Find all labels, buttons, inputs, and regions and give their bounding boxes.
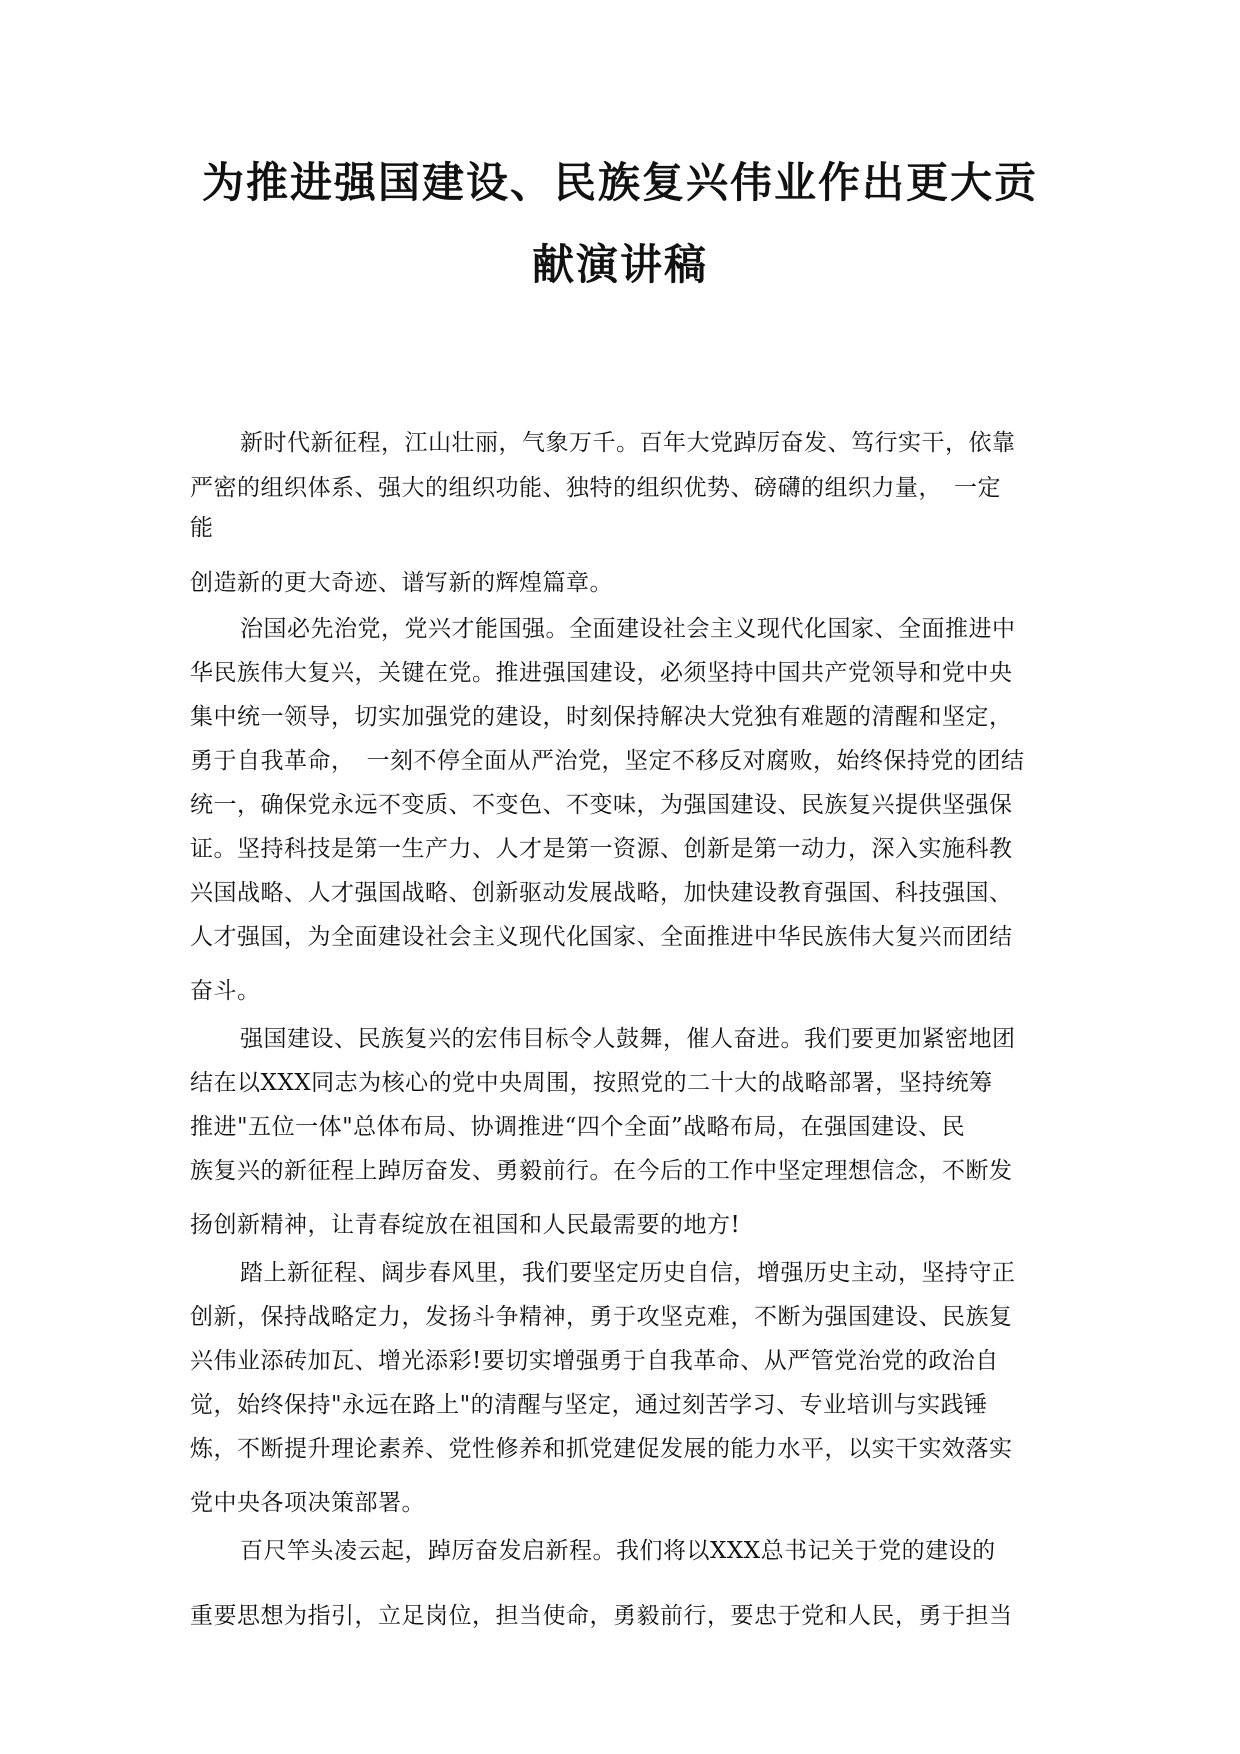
body-line: 人才强国，为全面建设社会主义现代化国家、全面推进中华民族伟大复兴而团结 bbox=[190, 924, 1013, 950]
body-line: 结在以XXX同志为核心的党中央周围，按照党的二十大的战略部署，坚持统筹 bbox=[190, 1070, 993, 1096]
body-line: 华民族伟大复兴，关键在党。推进强国建设，必须坚持中国共产党领导和党中央 bbox=[190, 660, 1013, 686]
body-line: 奋斗。 bbox=[190, 978, 261, 1004]
body-line: 族复兴的新征程上踔厉奋发、勇毅前行。在今后的工作中坚定理想信念，不断发 bbox=[190, 1158, 1013, 1184]
body-line: 扬创新精神，让青春绽放在祖国和人民最需要的地方! bbox=[190, 1212, 741, 1238]
body-line: 踏上新征程、阔步春风里，我们要坚定历史自信，增强历史主动，坚持守正 bbox=[240, 1260, 1016, 1286]
body-line: 强国建设、民族复兴的宏伟目标令人鼓舞，催人奋进。我们要更加紧密地团 bbox=[240, 1026, 1016, 1052]
body-line: 严密的组织体系、强大的组织功能、独特的组织优势、磅礴的组织力量， 一定 bbox=[190, 475, 1001, 501]
body-line: 勇于自我革命， 一刻不停全面从严治党，坚定不移反对腐败，始终保持党的团结 bbox=[190, 748, 1025, 774]
body-line: 证。坚持科技是第一生产力、人才是第一资源、创新是第一动力，深入实施科教 bbox=[190, 836, 1013, 862]
body-line: 创造新的更大奇迹、谱写新的辉煌篇章。 bbox=[190, 570, 613, 596]
body-line: 统一，确保党永远不变质、不变色、不变味，为强国建设、民族复兴提供坚强保 bbox=[190, 792, 1013, 818]
document-title-line-1: 为推进强国建设、民族复兴伟业作出更大贡 bbox=[201, 158, 1038, 207]
document-title-line-2: 献演讲稿 bbox=[531, 240, 708, 289]
body-line: 能 bbox=[190, 515, 214, 541]
body-line: 推进"五位一体"总体布局、协调推进“四个全面”战略布局，在强国建设、民 bbox=[190, 1114, 966, 1140]
body-line: 集中统一领导，切实加强党的建设，时刻保持解决大党独有难题的清醒和坚定， bbox=[190, 704, 1013, 730]
body-line: 兴伟业添砖加瓦、增光添彩!要切实增强勇于自我革命、从严管党治党的政治自 bbox=[190, 1348, 999, 1374]
body-line: 觉，始终保持"永远在路上"的清醒与坚定，通过刻苦学习、专业培训与实践锤 bbox=[190, 1392, 988, 1418]
body-line: 创新，保持战略定力，发扬斗争精神，勇于攻坚克难，不断为强国建设、民族复 bbox=[190, 1304, 1013, 1330]
body-line: 百尺竿头凌云起，踔厉奋发启新程。我们将以XXX总书记关于党的建设的 bbox=[240, 1538, 996, 1564]
body-line: 党中央各项决策部署。 bbox=[190, 1490, 425, 1516]
body-line: 重要思想为指引，立足岗位，担当使命，勇毅前行，要忠于党和人民，勇于担当 bbox=[190, 1603, 1013, 1629]
body-line: 兴国战略、人才强国战略、创新驱动发展战略，加快建设教育强国、科技强国、 bbox=[190, 880, 1013, 906]
body-line: 新时代新征程，江山壮丽，气象万千。百年大党踔厉奋发、笃行实干，依靠 bbox=[240, 430, 1016, 456]
body-line: 治国必先治党，党兴才能国强。全面建设社会主义现代化国家、全面推进中 bbox=[240, 616, 1016, 642]
body-line: 炼，不断提升理论素养、党性修养和抓党建促发展的能力水平，以实干实效落实 bbox=[190, 1436, 1013, 1462]
